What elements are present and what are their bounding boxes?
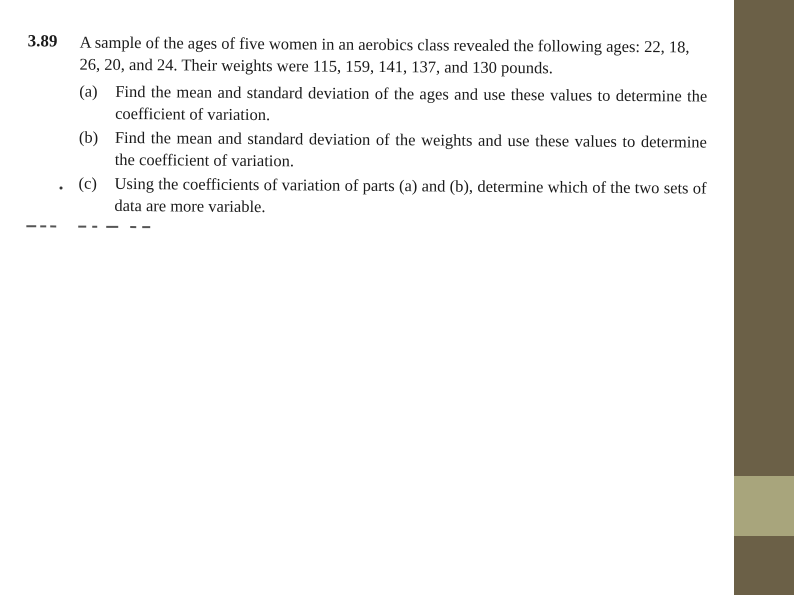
scanned-problem bbox=[0, 0, 734, 236]
part-c bbox=[78, 173, 706, 222]
part-b-text: Find the mean and standard deviation of the weights and use these values to determine the coefficient of variation. bbox=[114, 127, 707, 171]
problem-stem: A sample of the ages of five women in an aerobics class revealed the following ages: 22, 18, 26, 20, and 24. Their weights were 115, 159, 141, 137, and 130 pounds. bbox=[79, 32, 690, 78]
cropped-next-line bbox=[26, 223, 156, 230]
part-a-text: Find the mean and standard deviation of the ages and use these values to determine the coefficient of variation. bbox=[115, 81, 708, 125]
part-b bbox=[79, 127, 707, 176]
part-a bbox=[79, 81, 707, 130]
part-a-label: (a) bbox=[79, 81, 98, 101]
problem-number: 3.89 bbox=[27, 31, 58, 51]
part-b-label: (b) bbox=[78, 127, 99, 147]
sidebar-accent-block bbox=[734, 476, 794, 536]
part-c-label: (c) bbox=[78, 173, 97, 193]
part-c-text: Using the coefficients of variation of parts (a) and (b), determine which of the two sets of data are more variable. bbox=[114, 173, 707, 217]
scan-speck bbox=[60, 186, 63, 189]
